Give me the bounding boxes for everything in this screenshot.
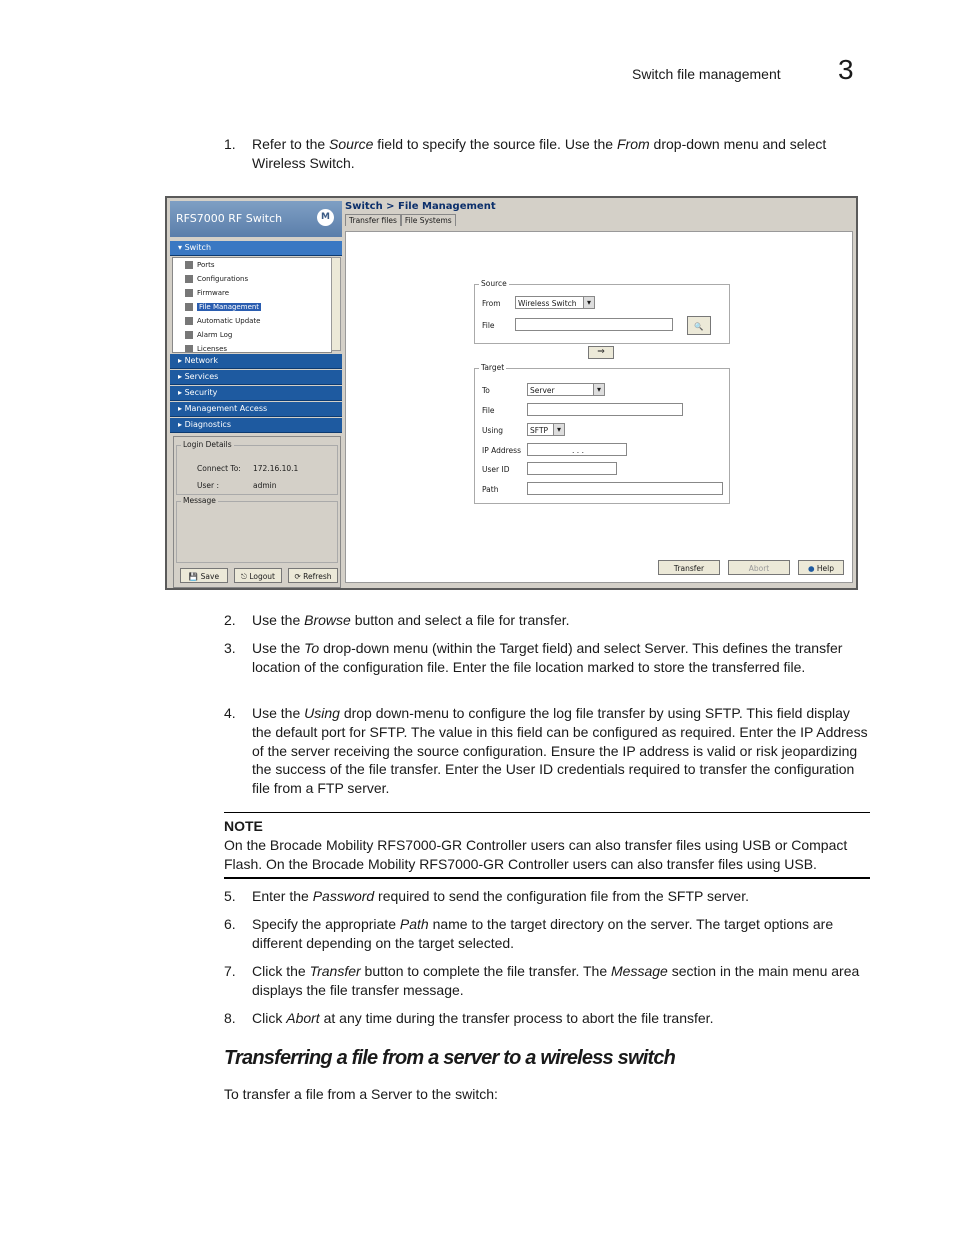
step-item: [224, 962, 870, 1000]
help-icon: ●: [807, 564, 815, 573]
from-label: From: [482, 299, 501, 308]
step-item: [224, 135, 870, 173]
tree-item-icon: [185, 317, 193, 325]
login-details-group: [176, 440, 338, 495]
tab-transfer-files[interactable]: Transfer files: [345, 214, 401, 226]
nav-section[interactable]: [170, 370, 342, 385]
using-select[interactable]: SFTP ▾: [527, 423, 565, 436]
chevron-right-icon: ▸: [178, 420, 185, 429]
work-area: [345, 231, 853, 583]
user-id-input[interactable]: [527, 462, 617, 475]
step-number: 2.: [224, 612, 236, 628]
path-label: Path: [482, 485, 499, 494]
tree-item-icon: [185, 289, 193, 297]
nav-section[interactable]: [170, 402, 342, 417]
to-label: To: [482, 386, 490, 395]
user-id-label: User ID: [482, 465, 510, 474]
step-number: 6.: [224, 916, 236, 932]
transfer-button[interactable]: Transfer: [658, 560, 720, 575]
nav-section-label: Security: [184, 388, 218, 397]
ip-address-input[interactable]: . . .: [527, 443, 627, 456]
note-label: NOTE: [224, 818, 263, 834]
refresh-button[interactable]: ⟳ Refresh: [288, 568, 338, 583]
step-item: [224, 887, 870, 906]
tree-item[interactable]: [173, 286, 331, 300]
step-number: 1.: [224, 136, 236, 152]
chevron-right-icon: ▸: [178, 356, 185, 365]
tree-item[interactable]: [173, 342, 331, 353]
source-group: [474, 279, 730, 344]
main-panel: [345, 201, 856, 586]
step-text: Use the Browse button and select a file for transfer.: [252, 612, 570, 628]
connect-label: Connect To:: [197, 464, 241, 473]
nav-section[interactable]: [170, 418, 342, 433]
nav-section-label: Services: [184, 372, 219, 381]
chevron-right-icon: ▸: [178, 372, 185, 381]
chevron-right-icon: ▸: [178, 404, 185, 413]
login-panel: [173, 436, 341, 588]
user-value: admin: [253, 481, 277, 490]
tree-item-label: Firmware: [197, 289, 230, 297]
chevron-right-icon: ▸: [178, 388, 185, 397]
message-legend: Message: [183, 496, 216, 505]
message-group: [176, 496, 338, 563]
screenshot-figure: [165, 196, 858, 590]
tab-bar: [345, 214, 456, 226]
tree-item-icon: [185, 331, 193, 339]
tree-item[interactable]: [173, 272, 331, 286]
motorola-logo-icon: M: [317, 209, 334, 226]
step-item: [224, 915, 870, 953]
to-select[interactable]: Server ▾: [527, 383, 605, 396]
using-label: Using: [482, 426, 503, 435]
step-text: Use the To drop-down menu (within the Target field) and select Server. This defines the transfer location of the configuration file. Enter the file location marked to store the transferred file.: [252, 640, 843, 675]
copy-arrow-icon: ⇒: [588, 346, 614, 359]
step-text: Enter the Password required to send the configuration file from the SFTP server.: [252, 888, 749, 904]
tree-item-icon: [185, 275, 193, 283]
step-item: [224, 1009, 870, 1028]
step-number: 7.: [224, 963, 236, 979]
tree-item[interactable]: [173, 258, 331, 272]
step-item: [224, 704, 870, 798]
login-details-legend: Login Details: [183, 440, 232, 449]
brand-title: RFS7000 RF Switch: [176, 212, 283, 225]
tree-item-label: Configurations: [197, 275, 249, 283]
nav-section-label: Network: [184, 356, 218, 365]
tree-item-label: File Management: [199, 303, 260, 311]
file-label: File: [482, 321, 495, 330]
from-select[interactable]: Wireless Switch ▾: [515, 296, 595, 309]
tree-scrollbar[interactable]: [331, 257, 341, 351]
step-text: Click Abort at any time during the transfer process to abort the file transfer.: [252, 1010, 714, 1026]
step-item: [224, 639, 870, 677]
browse-button[interactable]: [687, 316, 711, 335]
logout-button[interactable]: ⎋ Logout: [234, 568, 282, 583]
step-text: Refer to the Source field to specify the source file. Use the From drop-down menu and select Wireless Switch.: [252, 136, 827, 171]
step-text: Specify the appropriate Path name to the target directory on the server. The target options are different depending on the target selected.: [252, 916, 834, 951]
connect-value: 172.16.10.1: [253, 464, 299, 473]
nav-section-label: Diagnostics: [184, 420, 231, 429]
save-button[interactable]: 💾 Save: [180, 568, 228, 583]
target-file-label: File: [482, 406, 495, 415]
tab-file-systems[interactable]: File Systems: [401, 214, 456, 226]
nav-section[interactable]: [170, 386, 342, 401]
tree-item[interactable]: [173, 300, 331, 314]
step-number: 4.: [224, 705, 236, 721]
nav-section[interactable]: [170, 354, 342, 369]
tree-item-icon: [185, 345, 193, 353]
note-box: [224, 812, 870, 879]
header-title: Switch file management: [632, 66, 781, 82]
step-text: Click the Transfer button to complete the file transfer. The Message section in the main menu area displays the file transfer message.: [252, 963, 860, 998]
target-group: [474, 363, 730, 504]
tree-item[interactable]: [173, 328, 331, 342]
nav-section-label: Management Access: [184, 404, 268, 413]
tree-item-label: Automatic Update: [197, 317, 261, 325]
note-text: On the Brocade Mobility RFS7000-GR Controller users can also transfer files using USB or Compact Flash. On the Brocade Mobility RFS7000-GR Controller users can also transfer files using USB.: [224, 836, 848, 872]
tree-item-icon: [185, 261, 193, 269]
left-panel: [170, 201, 342, 586]
step-number: 5.: [224, 888, 236, 904]
ip-address-label: IP Address: [482, 446, 521, 455]
nav-tree: [172, 257, 332, 353]
tree-item-label: Licenses: [197, 345, 228, 353]
tree-item-label: Ports: [197, 261, 215, 269]
tree-item[interactable]: [173, 314, 331, 328]
source-file-input[interactable]: [515, 318, 673, 331]
magnifier-icon: 🔍: [694, 322, 704, 331]
breadcrumb: Switch > File Management: [345, 201, 496, 212]
path-input[interactable]: [527, 482, 723, 495]
section-title: Transferring a file from a server to a wireless switch: [224, 1047, 676, 1069]
nav-switch[interactable]: ▾ Switch: [170, 241, 342, 256]
step-number: 3.: [224, 640, 236, 656]
step-item: [224, 611, 870, 630]
source-legend: Source: [481, 279, 507, 288]
target-legend: Target: [481, 363, 505, 372]
section-intro: To transfer a file from a Server to the switch:: [224, 1086, 498, 1102]
help-button[interactable]: ● Help: [798, 560, 844, 575]
step-text: Use the Using drop down-menu to configure the log file transfer by using SFTP. This field display the default port for SFTP. The value in this field can be configured as required. Enter the IP Address of the server receiving the source configuration. Ensure the IP address is valid or risk jeopardizing the success of the file transfer. Enter the User ID credentials required to transfer the configuration file from a FTP server.: [252, 705, 868, 797]
user-label: User :: [197, 481, 220, 490]
abort-button[interactable]: Abort: [728, 560, 790, 575]
target-file-input[interactable]: [527, 403, 683, 416]
tree-item-label: Alarm Log: [197, 331, 233, 339]
brand-bar: [170, 201, 342, 237]
tree-item-icon: [185, 303, 193, 311]
chapter-number: 3: [838, 54, 854, 85]
step-number: 8.: [224, 1010, 236, 1026]
